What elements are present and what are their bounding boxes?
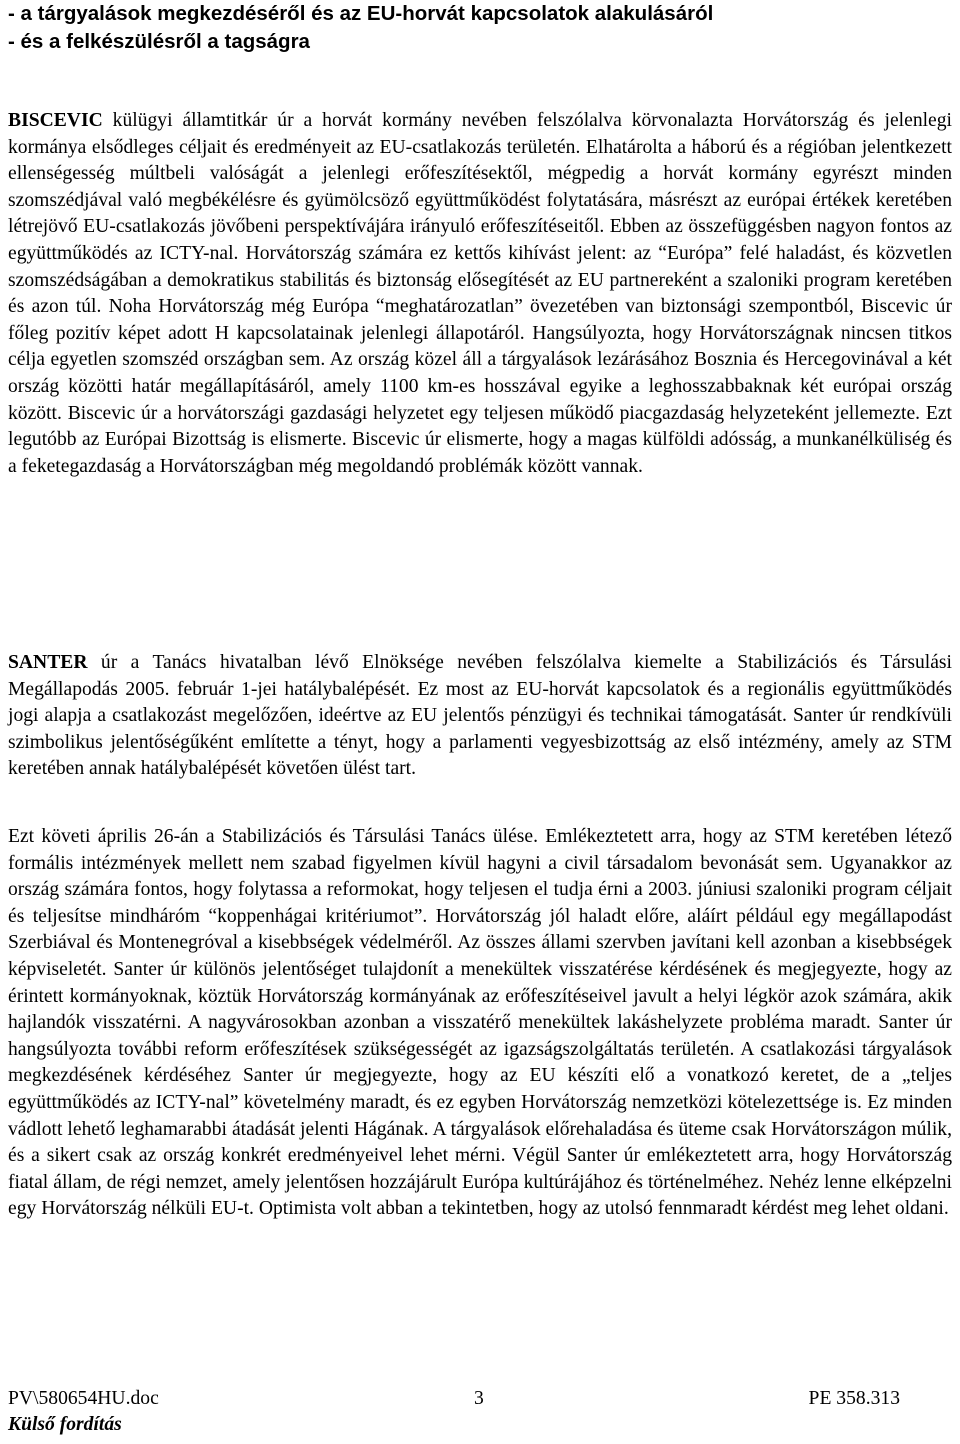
paragraph-text: külügyi államtitkár úr a horvát kormány nevében felszólalva körvonalazta Horvátország és jelenlegi kormánya elsődleges céljait és eredményeit az EU-csatlakozás területén. Elhatárolta a háború és a régióban jelentkezett ellenségesség múltbeli valóságát a jelenlegi erőfeszítésektől, mégpedig a horvát kormány egyrészt minden szomszédjával való megbékélésre és gyümölcsöző együttműködést folytatására, másrészt az európai értékek keretében létrejövő EU-csatlakozás jövőbeni perspektívájára irányuló erőfeszítéseitől. Ebben az összefüggésben nagyon fontos az együttműködés az ICTY-nal. Horvátország számára ez kettős kihívást jelent: az “Európa” felé haladást, és közvetlen szomszédságában a demokratikus stabilitás és biztonság elősegítését az EU partnereként a szaloniki program keretében és azon túl. Noha Horvátország még Európa “meghatározatlan” övezetében van biztonsági szempontból, Biscevic úr főleg pozitív képet adott H kapcsolatainak jelenlegi állapotáról. Hangsúlyozta, hogy Horvátországnak nincsen titkos célja egyetlen szomszéd országban sem. Az ország közel áll a tárgyalások lezárásához Bosznia és Hercegovinával a két ország közötti határ megállapításáról, amely 1100 km-es hosszával egyike a leghosszabbaknak két európai ország között. Biscevic úr a horvátországi gazdasági helyzetet egy teljesen működő piacgazdaság helyzeteként jellemezte. Ezt legutóbb az Európai Bizottság is elismerte. Biscevic úr elismerte, hogy a magas külföldi adósság, a munkanélküliség és a feketegazdaság a Horvátországban még megoldandó problémák között vannak. [8, 110, 952, 477]
paragraph-santer [8, 650, 952, 783]
paragraph-text: Ezt követi április 26-án a Stabilizációs és Társulási Tanács ülése. Emlékeztetett arra, hogy az STM keretében létező formális intézmények mellett nem szabad figyelmen kívül hagyni a civil társadalom bevonását sem. Ugyanakkor az ország számára fontos, hogy folytassa a reformokat, hogy teljesen el tudja érni a 2003. júniusi szaloniki program céljait és teljesítse mindháróm “koppenhágai kritériumot”. Horvátország jól haladt előre, aláírt például egy megállapodást Szerbiával és Montenegróval a kisebbségek védelméről. Az összes állami szervben javítani kell azonban a kisebbségek képviseletét. Santer úr különös jelentőséget tulajdonít a menekültek visszatérése kérdésének és megjegyezte, hogy az érintett kormányoknak, köztük Horvátország kormányának az erőfeszítéseivel javult a helyi légkör azok számára, akik hajlandók visszatérni. A nagyvárosokban azonban a visszatérő menekültek lakáshelyzete probléma maradt. Santer úr hangsúlyozta további reform erőfeszítések szükségességét az igazságszolgáltatás területén. A csatlakozási tárgyalások megkezdésének kérdéséhez Santer úr megjegyezte, hogy az EU készíti elő a vonatkozó keretet, de a „teljes együttműködés az ICTY-nal” követelmény maradt, és ez egyben Horvátország nemzetközi kötelezettsége is. Ez minden vádlott lehető leghamarabbi átadását jelenti Hágának. A tárgyalások előrehaladása és üteme csak Horvátországon múlik, és a sikert csak az ország konkrét eredményeivel lehet mérni. Végül Santer úr emlékeztetett arra, hogy Horvátország fiatal állam, de régi nemzet, amely jelentősen hozzájárult Európa kultúrájához és történelméhez. Nehéz lenne elképzelni egy Horvátország nélküli EU-t. Optimista volt abban a tekintetben, hogy az utolsó fennmaradt kérdést meg lehet oldani. [8, 826, 952, 1220]
footer-page-number: 3 [474, 1388, 484, 1409]
agenda-item-negotiations: - a tárgyalások megkezdéséről és az EU-horvát kapcsolatok alakulásáról [8, 2, 714, 25]
footer-pe-number: PE 358.313 [808, 1388, 900, 1409]
footer-translation-note: Külső fordítás [8, 1414, 122, 1435]
agenda-item-membership: - és a felkészülésről a tagságra [8, 30, 310, 53]
paragraph-text: úr a Tanács hivatalban lévő Elnöksége nevében felszólalva kiemelte a Stabilizációs és Társulási Megállapodás 2005. február 1-jei hatálybalépését. Ez most az EU-horvát kapcsolatok és a regionális együttműködés jogi alapja a csatlakozást megelőzően, ideértve az EU jelentős pénzügyi és technikai támogatását. Santer úr rendkívüli szimbolikus jelentőségűként említette a tényt, hogy a parlamenti vegyesbizottság az első intézmény, amely az STM keretében annak hatálybalépését követően ülést tart. [8, 652, 952, 780]
speaker-name: SANTER [8, 652, 88, 673]
footer-doc-ref: PV\580654HU.doc [8, 1388, 159, 1409]
page-footer [8, 1386, 952, 1438]
paragraph-biscevic [8, 108, 952, 480]
agenda-items [8, 0, 713, 56]
speaker-name: BISCEVIC [8, 110, 103, 131]
paragraph-santer-continued [8, 824, 952, 1223]
